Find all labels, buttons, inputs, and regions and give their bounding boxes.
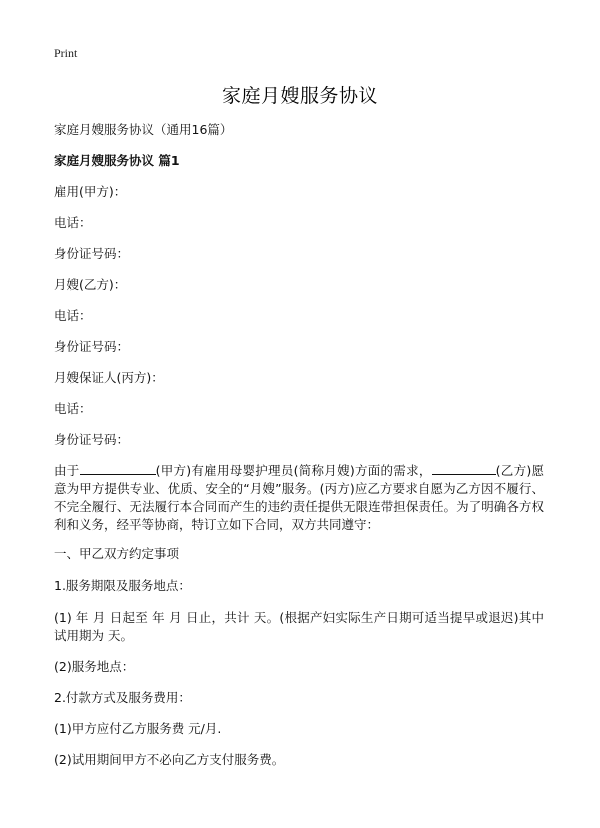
field-nanny: 月嫂(乙方)： bbox=[54, 277, 127, 292]
intro-prefix: 由于 bbox=[54, 463, 80, 478]
intro-paragraph bbox=[54, 462, 544, 534]
clause-2: 2.付款方式及服务费用： bbox=[54, 690, 191, 705]
field-employer-phone: 电话： bbox=[54, 215, 92, 230]
field-guarantor-id: 身份证号码： bbox=[54, 432, 130, 447]
intro-part1: (甲方)有雇用母婴护理员(简称月嫂)方面的需求， bbox=[155, 463, 432, 478]
blank-line bbox=[432, 462, 496, 475]
section-heading: 家庭月嫂服务协议 篇1 bbox=[54, 153, 180, 168]
field-guarantor-phone: 电话： bbox=[54, 401, 92, 416]
field-guarantor: 月嫂保证人(丙方)： bbox=[54, 370, 164, 385]
clause-heading-1: 一、甲乙双方约定事项 bbox=[54, 546, 180, 561]
field-nanny-phone: 电话： bbox=[54, 308, 92, 323]
clause-1: 1.服务期限及服务地点： bbox=[54, 578, 191, 593]
field-employer: 雇用(甲方)： bbox=[54, 184, 127, 199]
document-title: 家庭月嫂服务协议 bbox=[221, 85, 378, 107]
clause-1-1: (1) 年 月 日起至 年 月 日止，共计 天。(根据产妇实际生产日期可适当提早或退迟)其中试用期为 天。 bbox=[54, 610, 544, 643]
print-link[interactable]: Print bbox=[54, 46, 78, 60]
blank-line bbox=[80, 462, 156, 475]
clause-2-1: (1)甲方应付乙方服务费 元/月. bbox=[54, 721, 222, 736]
document-subtitle: 家庭月嫂服务协议（通用16篇） bbox=[54, 122, 233, 137]
field-nanny-id: 身份证号码： bbox=[54, 339, 130, 354]
intro-part2: (乙方)愿意为甲方提供专业、优质、安全的“月嫂”服务。(丙方)应乙方要求自愿为乙方因不履行、不完全履行、无法履行本合同而产生的违约责任提供无限连带担保责任。为了明确各方权利和义务，经平等协商，特订立如下合同，双方共同遵守： bbox=[54, 463, 544, 532]
field-employer-id: 身份证号码： bbox=[54, 246, 130, 261]
clause-2-2: (2)试用期间甲方不必向乙方支付服务费。 bbox=[54, 752, 285, 767]
clause-1-2: (2)服务地点： bbox=[54, 659, 135, 674]
